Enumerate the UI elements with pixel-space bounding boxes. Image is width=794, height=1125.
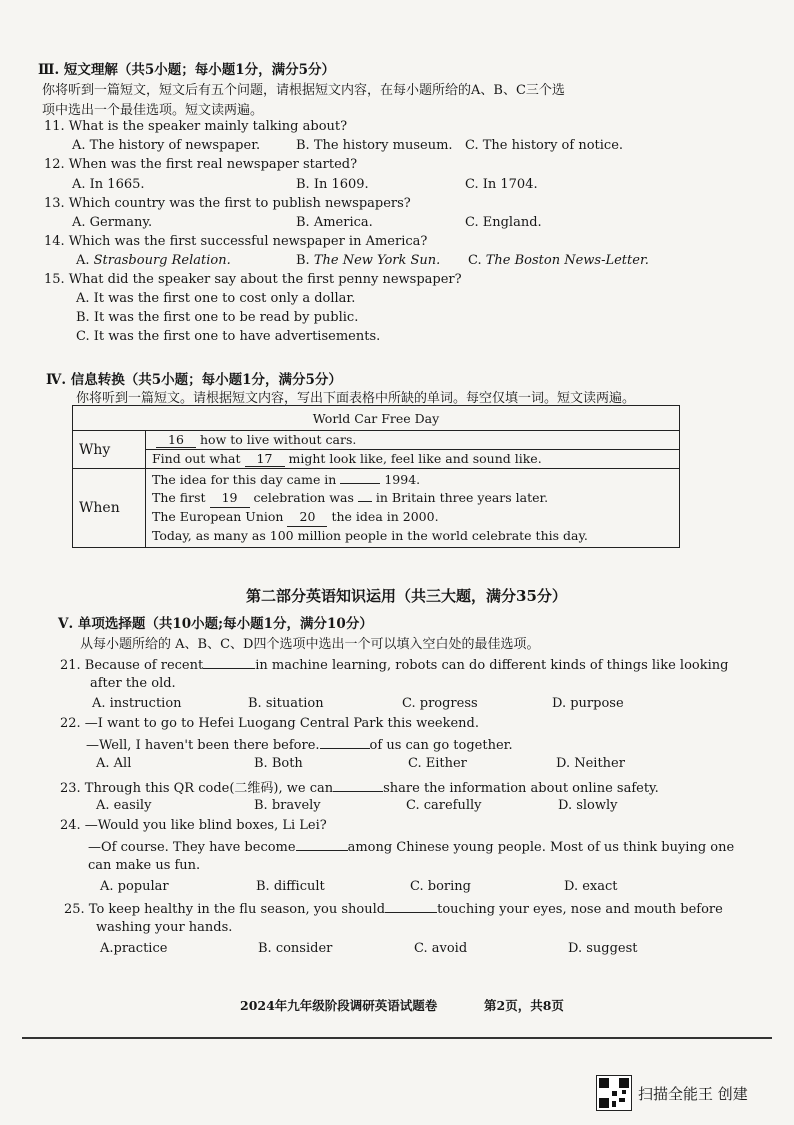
question-11-stem: 11. What is the speaker mainly talking about? (44, 119, 348, 134)
why-row-1: 16 how to live without cars. (146, 431, 680, 450)
question-24-option-d: D. exact (564, 879, 618, 894)
question-24-stem-2: —Of course. They have become among Chinese young people. Most of us think buying one (88, 840, 735, 855)
blank-20[interactable]: 20 (287, 508, 327, 527)
question-14-option-a: A. Strasbourg Relation. (76, 253, 231, 268)
question-25-option-b: B. consider (258, 941, 333, 956)
question-24-stem-3: can make us fun. (88, 858, 201, 873)
why-row-2: Find out what 17 might look like, feel like and sound like. (146, 450, 680, 469)
question-14-option-b: B. The New York Sun. (296, 253, 441, 268)
part-2-title: 第二部分英语知识运用（共三大题，满分35分） (246, 587, 567, 605)
section-4-title: Ⅳ. 信息转换（共5小题；每小题1分，满分5分） (46, 372, 342, 388)
question-25-option-c: C. avoid (414, 941, 468, 956)
footer-page: 第2页，共8页 (484, 998, 564, 1013)
question-22-stem: 22. —I want to go to Hefei Luogang Central Park this weekend. (60, 716, 479, 731)
when-row-1: The idea for this day came in 1994. (152, 472, 421, 487)
scanner-watermark: 扫描全能王 创建 (638, 1085, 748, 1103)
question-21-option-a: A. instruction (92, 696, 182, 711)
question-24-stem: 24. —Would you like blind boxes, Li Lei? (60, 818, 327, 833)
table-title: World Car Free Day (73, 406, 680, 431)
when-row-2: The first 19 celebration was in Britain three years later. (152, 489, 673, 508)
question-23-option-d: D. slowly (558, 798, 618, 813)
question-21-option-d: D. purpose (552, 696, 624, 711)
qr-code-icon (596, 1075, 632, 1111)
row-label-why: Why (73, 431, 146, 469)
question-14-stem: 14. Which was the first successful newspaper in America? (44, 234, 428, 249)
question-23-option-a: A. easily (96, 798, 152, 813)
when-rows (146, 469, 680, 548)
question-21-option-b: B. situation (248, 696, 324, 711)
when-row-3: The European Union 20 the idea in 2000. (152, 508, 673, 527)
blank-17[interactable]: 17 (245, 451, 285, 467)
question-12-option-a: A. In 1665. (72, 177, 145, 192)
question-23-stem: 23. Through this QR code(二维码), we can share the information about online safety. (60, 781, 659, 796)
section-3-instruction-2: 项中选出一个最佳选项。短文读两遍。 (42, 103, 264, 118)
question-13-option-c: C. England. (465, 215, 542, 230)
question-12-option-c: C. In 1704. (465, 177, 538, 192)
section-4-instruction: 你将听到一篇短文。请根据短文内容，写出下面表格中所缺的单词。每空仅填一词。短文读两遍。 (76, 391, 636, 406)
question-12-option-b: B. In 1609. (296, 177, 369, 192)
question-22-option-d: D. Neither (556, 756, 625, 771)
question-13-option-b: B. America. (296, 215, 373, 230)
question-25-option-d: D. suggest (568, 941, 638, 956)
blank-16[interactable]: 16 (156, 432, 196, 448)
question-21-stem-2: after the old. (90, 676, 176, 691)
question-22-option-c: C. Either (408, 756, 467, 771)
question-13-stem: 13. Which country was the first to publish newspapers? (44, 196, 411, 211)
question-25-stem-2: washing your hands. (96, 920, 233, 935)
question-15-option-a: A. It was the first one to cost only a dollar. (76, 291, 356, 306)
question-24-option-a: A. popular (100, 879, 169, 894)
question-23-option-c: C. carefully (406, 798, 482, 813)
section-5-title: Ⅴ. 单项选择题（共10小题;每小题1分，满分10分） (58, 616, 373, 632)
question-11-option-b: B. The history museum. (296, 138, 453, 153)
when-row-4: Today, as many as 100 million people in the world celebrate this day. (152, 528, 588, 543)
section-3-title: Ⅲ. 短文理解（共5小题；每小题1分，满分5分） (38, 62, 336, 78)
question-21-stem: 21. Because of recent in machine learning, robots can do different kinds of things like looking (60, 658, 729, 673)
question-22-stem-2: —Well, I haven't been there before. of us can go together. (86, 738, 513, 753)
question-24-option-b: B. difficult (256, 879, 325, 894)
question-22-option-b: B. Both (254, 756, 303, 771)
row-label-when: When (73, 469, 146, 548)
question-25-option-a: A.practice (100, 941, 168, 956)
question-12-stem: 12. When was the first real newspaper started? (44, 157, 358, 172)
footer-divider (22, 1037, 772, 1039)
question-15-option-c: C. It was the first one to have advertisements. (76, 329, 381, 344)
question-14-option-c: C. The Boston News-Letter. (468, 253, 649, 268)
question-15-option-b: B. It was the first one to be read by public. (76, 310, 359, 325)
question-13-option-a: A. Germany. (72, 215, 153, 230)
question-24-option-c: C. boring (410, 879, 471, 894)
section-5-instruction: 从每小题所给的 A、B、C、D四个选项中选出一个可以填入空白处的最佳选项。 (80, 637, 540, 652)
question-21-option-c: C. progress (402, 696, 478, 711)
blank-18[interactable] (340, 483, 380, 484)
section-3-instruction: 你将听到一篇短文，短文后有五个问题，请根据短文内容，在每小题所给的A、B、C三个选 (42, 83, 565, 98)
question-25-stem: 25. To keep healthy in the flu season, you should touching your eyes, nose and mouth before (64, 902, 723, 917)
blank-19[interactable]: 19 (210, 489, 250, 508)
footer-title: 2024年九年级阶段调研英语试题卷 (240, 998, 438, 1013)
question-22-option-a: A. All (96, 756, 132, 771)
info-table (72, 405, 680, 548)
question-11-option-a: A. The history of newspaper. (72, 138, 261, 153)
question-15-stem: 15. What did the speaker say about the first penny newspaper? (44, 272, 462, 287)
question-11-option-c: C. The history of notice. (465, 138, 624, 153)
question-23-option-b: B. bravely (254, 798, 321, 813)
